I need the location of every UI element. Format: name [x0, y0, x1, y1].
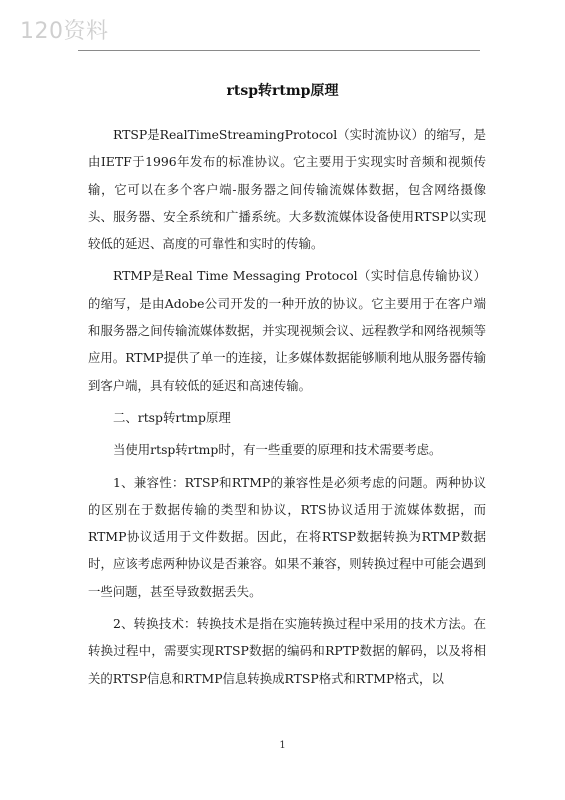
paragraph-compatibility: 1、兼容性：RTSP和RTMP的兼容性是必须考虑的问题。两种协议的区别在于数据传输的类型和协议，RTS协议适用于流媒体数据，而RTMP协议适用于文件数据。因此，在将RTSP数据转换为RTMP数据时，应该考虑两种协议是否兼容。如果不兼容，则转换过程中可能会遇到一些问题，甚至导致数据丢失。 — [88, 474, 486, 599]
paragraph-rtmp-intro: RTMP是Real Time Messaging Protocol（实时信息传输协议）的缩写，是由Adobe公司开发的一种开放的协议。它主要用于在客户端和服务器之间传输流媒体数据，并实现视频会议、远程教学和网络视频等应用。RTMP提供了单一的连接，让多媒体数据能够顺利地从服务器传输到客户端，具有较低的延迟和高速传输。 — [88, 268, 486, 393]
page-number: 1 — [279, 740, 286, 751]
section-heading: 二、rtsp转rtmp原理 — [113, 409, 231, 425]
paragraph-conversion-technique: 2、转换技术：转换技术是指在实施转换过程中采用的技术方法。在转换过程中，需要实现RTSP数据的编码和RPTP数据的解码，以及将相关的RTSP信息和RTMP信息转换成RTSP格式和RTMP格式，以 — [88, 616, 486, 686]
header-divider — [78, 50, 480, 51]
paragraph-considerations: 当使用rtsp转rtmp时，有一些重要的原理和技术需要考虑。 — [113, 442, 442, 458]
watermark-logo: 120资料 — [20, 19, 109, 44]
document-title: rtsp转rtmp原理 — [226, 83, 339, 99]
document-body — [88, 121, 486, 692]
paragraph-rtsp-intro: RTSP是RealTimeStreamingProtocol（实时流协议）的缩写，是由IETF于1996年发布的标准协议。它主要用于实现实时音频和视频传输，它可以在多个客户端-服务器之间传输流媒体数据，包含网络摄像头、服务器、安全系统和广播系统。大多数流媒体设备使用RTSP以实现较低的延迟、高度的可靠性和实时的传输。 — [88, 127, 486, 252]
